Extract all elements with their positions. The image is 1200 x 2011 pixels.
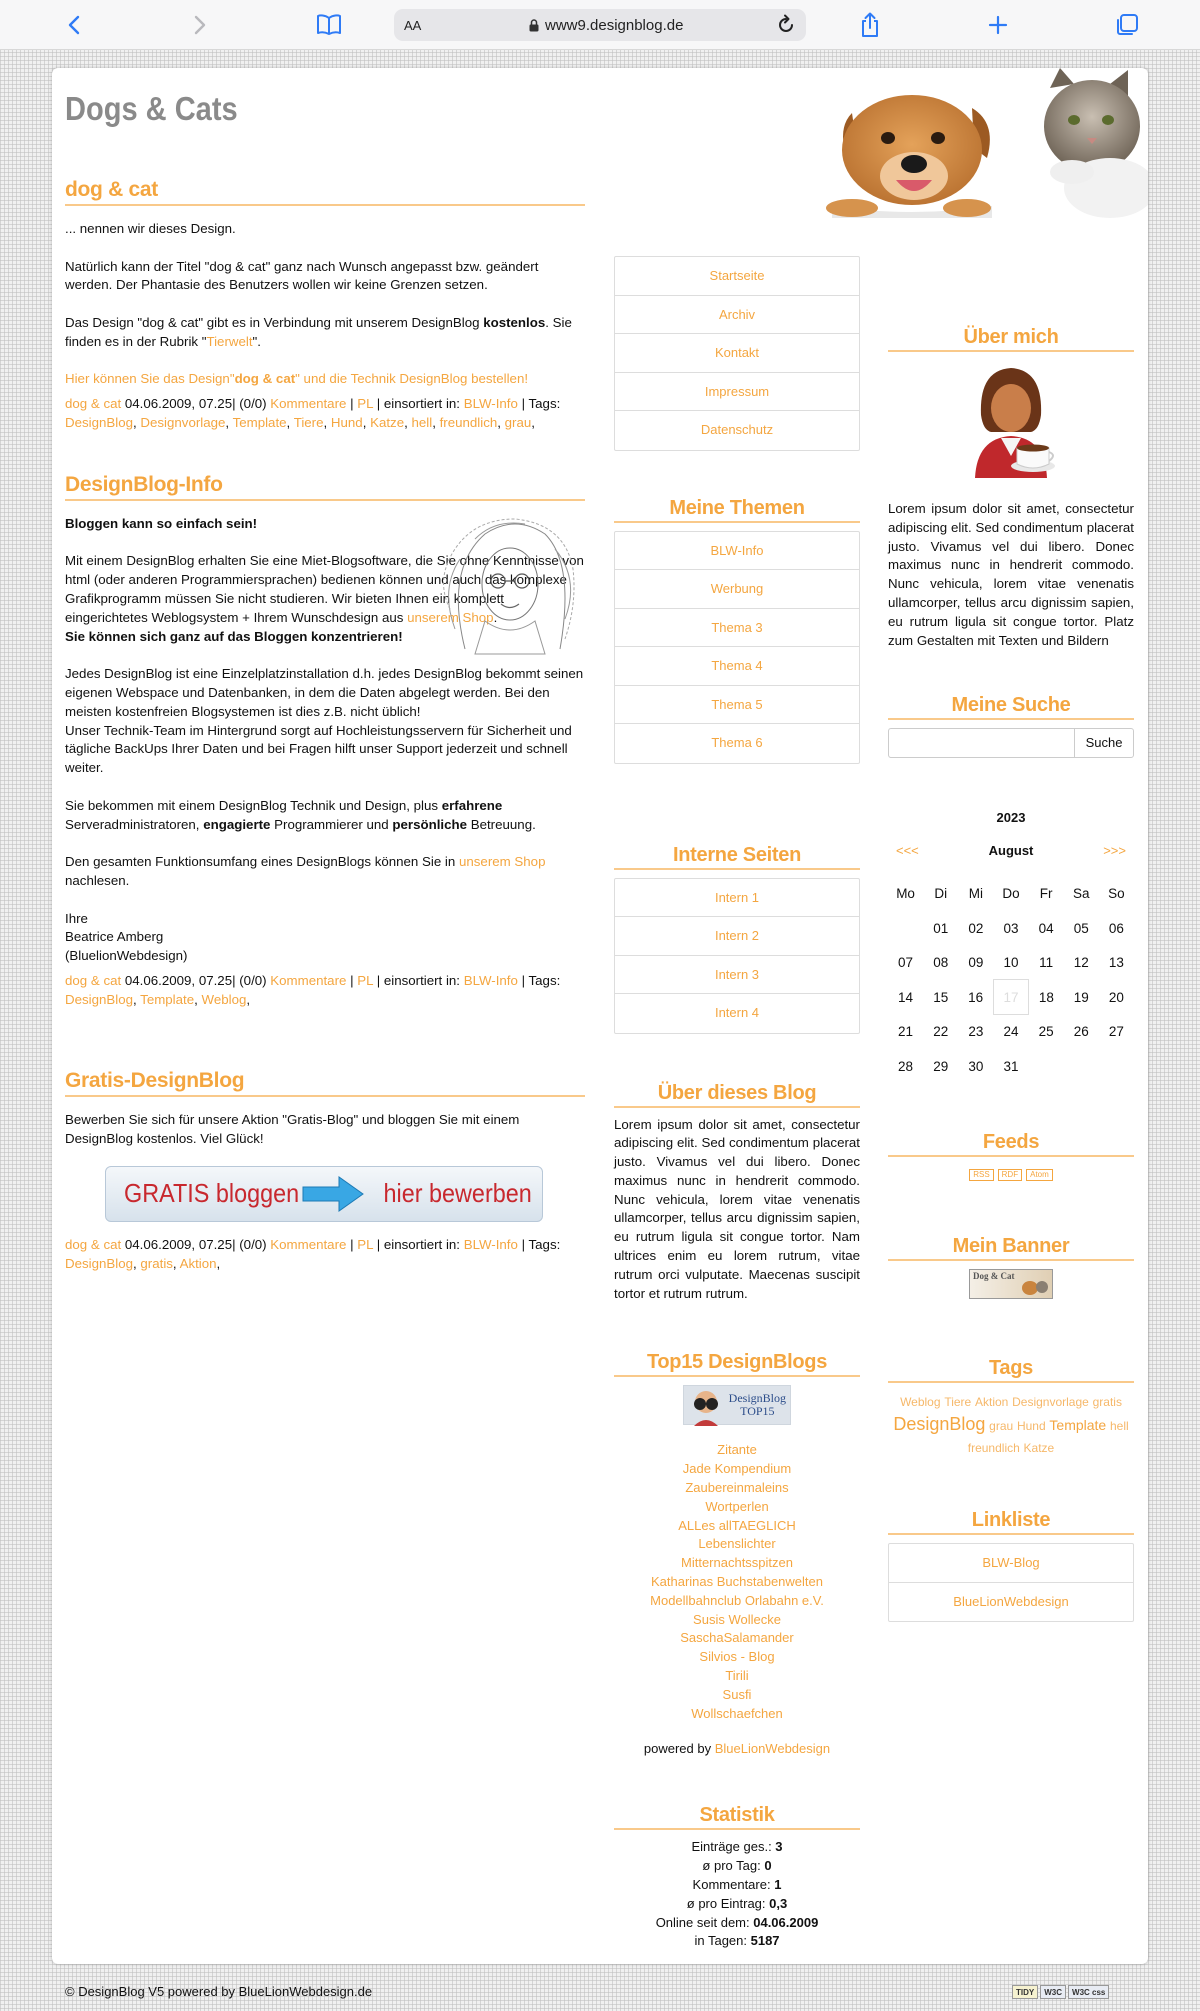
powered-by: powered by BlueLionWebdesign [643, 1741, 831, 1757]
intern-navigation [614, 878, 860, 1034]
validator-badges [1012, 1985, 1109, 1999]
top15-item[interactable]: Mitternachtsspitzen [681, 1555, 793, 1571]
tag-separator: , [216, 1255, 221, 1271]
meta-separator: | [346, 972, 358, 988]
tag-link[interactable]: Tiere [293, 414, 324, 430]
tag-link[interactable]: DesignBlog [65, 414, 134, 430]
link-item-blw-blog[interactable]: BLW-Blog [889, 1544, 1133, 1583]
new-tab-icon[interactable] [985, 11, 1011, 39]
tag-cloud-link[interactable]: Hund [1016, 1419, 1046, 1434]
url-display[interactable] [529, 17, 683, 34]
tag-link[interactable]: Template [232, 414, 287, 430]
calendar-weekday: Do [1002, 886, 1020, 902]
calendar-day[interactable]: 14 [898, 989, 914, 1005]
feed-rss-badge[interactable]: RSS [969, 1169, 993, 1181]
calendar-day[interactable]: 23 [968, 1024, 984, 1040]
widget-title: Top15 DesignBlogs [614, 1351, 860, 1377]
right-sidebar [888, 256, 1134, 1622]
tag-separator: , [194, 991, 202, 1007]
widget-title: Statistik [614, 1804, 860, 1830]
lock-icon [529, 19, 539, 32]
widget-title: Über dieses Blog [614, 1082, 860, 1108]
calendar-day[interactable]: 03 [1003, 920, 1019, 936]
tag-cloud-link[interactable]: freundlich [967, 1441, 1020, 1456]
tag-link[interactable]: gratis [140, 1255, 173, 1271]
top15-item[interactable]: Zitante [717, 1442, 757, 1458]
meta-separator: | einsortiert in: [373, 396, 464, 412]
permalink[interactable]: PL [357, 972, 374, 988]
link-item-bluelionwebdesign[interactable]: BlueLionWebdesign [953, 1593, 1069, 1609]
tag-separator: , [172, 1255, 180, 1271]
validator-badge[interactable]: W3C [1040, 1985, 1066, 1999]
post-date: 04.06.2009, 07.25| (0/0) [121, 972, 271, 988]
nav-item-datenschutz[interactable]: Datenschutz [700, 422, 774, 437]
nav-item-archiv[interactable]: Archiv [615, 296, 859, 335]
tag-separator: , [286, 414, 294, 430]
top15-item[interactable]: SaschaSalamander [680, 1630, 794, 1646]
meta-separator: | einsortiert in: [373, 972, 464, 988]
themen-item-blw-info[interactable]: BLW-Info [615, 532, 859, 571]
calendar-day[interactable]: 21 [898, 1024, 914, 1040]
tag-cloud-link[interactable]: hell [1109, 1419, 1129, 1434]
validator-badge[interactable]: TIDY [1012, 1985, 1038, 1999]
comments-link[interactable]: Kommentare [270, 972, 347, 988]
stat-row [614, 1857, 860, 1876]
about-me-text: Lorem ipsum dolor sit amet, consectetur adipiscing elit. Sed condimentum placerat justo. Vivamus vel dui libero. Donec maximus nunc in hendrerit commodo. Nunc vehicula, lorem vitae venenatis ullamcorper, tellus arcu dignissim sapien, eu rutrum ligula sit congue tortor. Platz zum Gestalten mit Texten und Bildern [888, 501, 1134, 648]
back-icon[interactable] [60, 11, 88, 39]
widget-title: Feeds [888, 1131, 1134, 1157]
top15-item[interactable]: Jade Kompendium [682, 1461, 792, 1477]
tag-separator: , [531, 414, 535, 430]
themen-navigation [614, 531, 860, 764]
top15-logo[interactable]: DesignBlog TOP15 [683, 1385, 791, 1425]
tag-link[interactable]: Aktion [179, 1255, 217, 1271]
top15-item[interactable]: Lebenslichter [698, 1536, 776, 1552]
widget-title: Mein Banner [888, 1235, 1134, 1261]
calendar-day[interactable]: 31 [1003, 1058, 1019, 1074]
post-title[interactable]: dog & cat [65, 178, 585, 206]
calendar-day[interactable]: 15 [933, 989, 949, 1005]
tags-label: | Tags: [517, 1236, 561, 1252]
tag-cloud-link[interactable]: Tiere [944, 1395, 972, 1410]
tag-link[interactable]: Hund [330, 414, 363, 430]
calendar-day[interactable]: 01 [933, 920, 949, 936]
tag-link[interactable]: Katze [370, 414, 405, 430]
post-title[interactable]: Gratis-DesignBlog [65, 1069, 585, 1097]
post-title[interactable]: DesignBlog-Info [65, 473, 585, 501]
top15-item[interactable]: Zaubereinmaleins [685, 1480, 789, 1496]
blog-page [52, 68, 1148, 1964]
meta-separator: | [346, 1236, 358, 1252]
portrait-sketch-image [425, 509, 585, 659]
post-text: Bewerben Sie sich für unsere Aktion "Gratis-Blog" und bloggen Sie mit einem DesignBlog kostenlos. Viel Glück! [65, 1112, 520, 1147]
site-title[interactable]: Dogs & Cats [65, 90, 238, 127]
post-lead: Bloggen kann so einfach sein! [65, 515, 258, 531]
feed-badges [888, 1165, 1134, 1181]
stat-value: 0 [764, 1858, 772, 1874]
calendar-day[interactable]: 25 [1038, 1024, 1054, 1040]
tag-separator: , [497, 414, 505, 430]
calendar-day[interactable]: 16 [968, 989, 984, 1005]
stat-label: Kommentare: [692, 1877, 775, 1893]
blog-post [65, 178, 585, 433]
themen-item-thema-5[interactable]: Thema 5 [615, 686, 859, 725]
stat-value: 0,3 [769, 1895, 788, 1911]
banner-text-right: hier bewerben [383, 1178, 532, 1209]
calendar-day[interactable]: 07 [898, 955, 914, 971]
calendar-weekday: Fr [1039, 886, 1053, 902]
stat-label: in Tagen: [694, 1933, 751, 1949]
url-text: www9.designblog.de [545, 16, 684, 34]
statistics [614, 1838, 860, 1951]
widget-title: Interne Seiten [614, 844, 860, 870]
address-bar[interactable] [394, 9, 806, 41]
stat-row [614, 1932, 860, 1951]
tag-link[interactable]: hell [411, 414, 433, 430]
intern-item-intern-4[interactable]: Intern 4 [714, 1005, 760, 1020]
tag-separator: , [404, 414, 412, 430]
top15-list [614, 1441, 860, 1723]
shop-link[interactable]: unserem Shop [458, 854, 546, 870]
forward-icon[interactable] [186, 11, 214, 39]
calendar-empty [1064, 1049, 1099, 1084]
stat-value: 3 [775, 1839, 783, 1855]
post-meta [65, 395, 585, 433]
tag-cloud-link[interactable]: Katze [1023, 1441, 1055, 1456]
calendar-month-nav [888, 843, 1134, 858]
banner-text-left: GRATIS bloggen [124, 1178, 300, 1209]
calendar-day[interactable]: 28 [898, 1058, 914, 1074]
post-text: Das Design "dog & cat" gibt es in Verbindung mit unserem DesignBlog kostenlos. Sie finden es in der Rubrik "Tierwelt". [65, 314, 572, 349]
calendar-day[interactable]: 30 [968, 1058, 984, 1074]
tag-cloud-link[interactable]: Template [1049, 1417, 1107, 1434]
calendar-day[interactable]: 12 [1073, 955, 1089, 971]
search-input[interactable] [888, 728, 1074, 758]
top15-item[interactable]: Susis Wollecke [693, 1611, 781, 1627]
post-meta [65, 972, 585, 1010]
tag-separator: , [246, 991, 251, 1007]
calendar-grid [888, 876, 1134, 1083]
intern-item-intern-2[interactable]: Intern 2 [615, 917, 859, 956]
intern-item-intern-3[interactable]: Intern 3 [615, 956, 859, 995]
reload-icon[interactable] [776, 14, 796, 39]
bookmarks-icon[interactable] [314, 11, 344, 39]
stat-label: ø pro Eintrag: [686, 1895, 770, 1911]
post-text: Jedes DesignBlog ist eine Einzelplatzinstallation d.h. jedes DesignBlog bekommt seinen eigenen Webspace und Datenbanken, in dem die Daten abgelegt werden. Bei den meisten kostenfreien Blogsystemen ist dies z.B. nicht üblich! Unser Technik-Team im Hintergrund sorgt auf Hochleistungsservern für Sicherheit und tägliche BackUps Ihrer Daten und bei Fragen hilft unser Support jederzeit und schnell weiter. [65, 666, 584, 776]
category-link[interactable]: BLW-Info [463, 972, 518, 988]
order-link[interactable]: Hier können Sie das Design"dog & cat" und die Technik DesignBlog bestellen! [65, 371, 529, 387]
stat-row [614, 1838, 860, 1857]
tag-cloud-link[interactable]: gratis [1092, 1395, 1122, 1410]
nav-item-impressum[interactable]: Impressum [615, 373, 859, 412]
calendar-day[interactable]: 04 [1038, 920, 1054, 936]
dog-cat-mini-icon [1020, 1276, 1050, 1296]
calendar-day[interactable]: 20 [1108, 989, 1124, 1005]
stat-label: Online seit dem: [655, 1914, 754, 1930]
calendar-weekday: So [1108, 886, 1125, 902]
post-meta [65, 1236, 585, 1274]
comments-link[interactable]: Kommentare [270, 1236, 347, 1252]
post-category-link[interactable]: dog & cat [65, 972, 122, 988]
blog-post [65, 1069, 585, 1273]
top15-item[interactable]: Modellbahnclub Orlabahn e.V. [650, 1592, 824, 1608]
calendar-next[interactable]: >>> [1103, 843, 1126, 859]
tag-link[interactable]: Weblog [201, 991, 247, 1007]
tag-cloud-link[interactable]: Aktion [974, 1395, 1009, 1410]
tag-link[interactable]: DesignBlog [65, 991, 134, 1007]
calendar-weekday: Mo [896, 886, 915, 902]
calendar-weekday: Mi [968, 886, 983, 902]
tag-link[interactable]: DesignBlog [65, 1255, 134, 1271]
calendar-day[interactable]: 06 [1108, 920, 1124, 936]
tag-cloud-link[interactable]: DesignBlog [893, 1414, 986, 1435]
post-category-link[interactable]: dog & cat [65, 1236, 122, 1252]
stat-value: 1 [774, 1877, 782, 1893]
widget-title: Linkliste [888, 1509, 1134, 1535]
calendar-empty [1099, 1049, 1134, 1084]
middle-sidebar [614, 256, 860, 1951]
tag-cloud-link[interactable]: Designvorlage [1012, 1395, 1089, 1410]
stat-value: 5187 [750, 1933, 780, 1949]
calendar-day[interactable]: 29 [933, 1058, 949, 1074]
tag-link[interactable]: grau [504, 414, 532, 430]
tag-separator: , [323, 414, 331, 430]
calendar-day[interactable]: 24 [1003, 1024, 1019, 1040]
stat-value: 04.06.2009 [753, 1914, 819, 1930]
binoculars-person-icon [686, 1386, 726, 1426]
validator-badge[interactable]: W3C css [1068, 1985, 1109, 1999]
top15-item[interactable]: Wollschaefchen [691, 1705, 783, 1721]
feed-rdf-badge[interactable]: RDF [998, 1169, 1022, 1181]
widget-title: Meine Suche [888, 694, 1134, 720]
main-navigation [614, 256, 860, 451]
link-list [888, 1543, 1134, 1622]
stat-row [614, 1914, 860, 1933]
tag-separator: , [432, 414, 440, 430]
calendar-day[interactable]: 08 [933, 955, 949, 971]
top15-item[interactable]: Wortperlen [705, 1498, 769, 1514]
stat-label: Einträge ges.: [691, 1839, 776, 1855]
stat-label: ø pro Tag: [702, 1858, 765, 1874]
nav-item-kontakt[interactable]: Kontakt [615, 334, 859, 373]
nav-item-startseite[interactable]: Startseite [615, 257, 859, 296]
calendar-day[interactable]: 02 [968, 920, 984, 936]
widget-title: Meine Themen [614, 497, 860, 523]
top15-item[interactable]: ALLes allTAEGLICH [678, 1517, 796, 1533]
post-text: Mit einem DesignBlog erhalten Sie eine Miet-Blogsoftware, die Sie ohne Kenntnisse von html (oder anderen Programmiersprachen) bedienen können und auch das komplexe Grafikprogramm müssen Sie nicht studieren. Wir bieten Ihnen ein komplett eingerichtetes Weblogsystem + Ihrem Wunschdesign aus unserem Shop. Sie können sich ganz auf das Bloggen konzentrieren! [65, 553, 584, 644]
stat-row [614, 1895, 860, 1914]
my-banner-image[interactable]: Dog & Cat [969, 1269, 1053, 1299]
tag-link[interactable]: Template [140, 991, 195, 1007]
bluelion-link[interactable]: BlueLionWebdesign [714, 1741, 831, 1757]
permalink[interactable]: PL [357, 1236, 374, 1252]
post-date: 04.06.2009, 07.25| (0/0) [121, 396, 271, 412]
post-text: Sie bekommen mit einem DesignBlog Technik und Design, plus erfahrene Serveradministratoren, engagierte Programmierer und persönliche Betreuung. [65, 797, 536, 832]
widget-title: Über mich [888, 326, 1134, 352]
top15-item[interactable]: Katharinas Buchstabenwelten [650, 1574, 823, 1590]
calendar-day[interactable]: 11 [1039, 955, 1054, 971]
main-content [65, 178, 585, 1273]
calendar-day[interactable]: 26 [1073, 1024, 1089, 1040]
browser-toolbar [0, 0, 1200, 50]
calendar-day[interactable]: 19 [1073, 989, 1089, 1005]
calendar-month: August [988, 843, 1034, 859]
tag-link[interactable]: Designvorlage [140, 414, 226, 430]
themen-item-thema-4[interactable]: Thema 4 [615, 647, 859, 686]
themen-item-thema-6[interactable]: Thema 6 [711, 735, 763, 750]
tag-cloud [888, 1391, 1134, 1459]
footer-text: © DesignBlog V5 powered by BlueLionWebdesign.de [65, 1984, 373, 1999]
feed-atom-badge[interactable]: Atom [1026, 1169, 1053, 1181]
arrow-right-icon [301, 1174, 365, 1214]
meta-separator: | einsortiert in: [373, 1236, 464, 1252]
themen-item-thema-3[interactable]: Thema 3 [615, 609, 859, 648]
search-form [888, 728, 1134, 758]
top15-item[interactable]: Tirili [725, 1668, 749, 1684]
tag-separator: , [133, 991, 141, 1007]
tag-separator: , [225, 414, 233, 430]
search-button[interactable]: Suche [1074, 728, 1134, 758]
post-category-link[interactable]: dog & cat [65, 396, 122, 412]
blog-post [65, 473, 585, 1010]
permalink[interactable]: PL [357, 396, 374, 412]
calendar-weekday: Di [934, 886, 948, 902]
category-link-tierwelt[interactable]: Tierwelt [206, 333, 253, 349]
calendar-day[interactable]: 13 [1108, 955, 1124, 971]
stat-row [614, 1876, 860, 1895]
tags-label: | Tags: [517, 972, 561, 988]
calendar-day[interactable]: 18 [1038, 989, 1054, 1005]
calendar-year: 2023 [996, 810, 1026, 826]
calendar-empty [1029, 1049, 1064, 1084]
post-text: Den gesamten Funktionsumfang eines DesignBlogs können Sie in unserem Shop nachlesen. [65, 854, 546, 888]
text-size-button[interactable]: AA [404, 17, 422, 33]
tags-label: | Tags: [517, 396, 561, 412]
calendar-day[interactable]: 27 [1108, 1024, 1124, 1040]
widget-title: Tags [888, 1357, 1134, 1383]
share-icon[interactable] [857, 11, 883, 39]
calendar-day-today[interactable]: 17 [993, 980, 1028, 1015]
tag-cloud-link[interactable]: Weblog [900, 1395, 941, 1410]
post-date: 04.06.2009, 07.25| (0/0) [121, 1236, 271, 1252]
tag-separator: , [133, 1255, 141, 1271]
themen-item-werbung[interactable]: Werbung [615, 570, 859, 609]
gratis-blog-banner[interactable] [105, 1166, 543, 1222]
post-text: Natürlich kann der Titel "dog & cat" ganz nach Wunsch angepasst bzw. geändert werden. Der Phantasie des Benutzers wollen wir keine Grenzen setzen. [65, 258, 539, 293]
calendar-day[interactable]: 22 [933, 1024, 949, 1040]
tag-separator: , [133, 414, 141, 430]
tabs-overview-icon[interactable] [1113, 11, 1141, 39]
tag-link[interactable]: freundlich [439, 414, 498, 430]
calendar-day[interactable]: 10 [1003, 954, 1019, 970]
calendar-prev[interactable]: <<< [896, 843, 919, 859]
dog-cat-header-image [792, 68, 1148, 218]
calendar-day[interactable]: 05 [1073, 920, 1089, 936]
avatar-woman-coffee-icon [961, 360, 1061, 480]
tag-cloud-link[interactable]: grau [989, 1419, 1014, 1434]
category-link[interactable]: BLW-Info [463, 1236, 518, 1252]
meta-separator: | [346, 396, 358, 412]
top15-item[interactable]: Susfi [722, 1686, 752, 1702]
intern-item-intern-1[interactable]: Intern 1 [615, 879, 859, 918]
post-signature: Ihre Beatrice Amberg (BluelionWebdesign) [65, 910, 188, 964]
tag-separator: , [362, 414, 371, 430]
comments-link[interactable]: Kommentare [270, 396, 347, 412]
about-blog-text: Lorem ipsum dolor sit amet, consectetur adipiscing elit. Sed condimentum placerat justo. Vivamus vel dui libero. Donec maximus nunc in hendrerit commodo. Nunc vehicula, lorem vitae venenatis ullamcorper, tellus arcu dignissim sapien, eu rutrum ligula sit congue tortor. Nam ultrices enim eu lorem rutrum, vitae rutrum orci vulputate. Maecenas suscipit tortor et rutrum rutrum. [614, 1116, 860, 1301]
calendar-empty [888, 911, 923, 946]
calendar-weekday: Sa [1073, 886, 1090, 902]
calendar-day[interactable]: 09 [968, 955, 984, 971]
category-link[interactable]: BLW-Info [463, 396, 518, 412]
shop-link[interactable]: unserem Shop [407, 609, 494, 625]
post-text: ... nennen wir dieses Design. [65, 221, 236, 236]
top15-item[interactable]: Silvios - Blog [699, 1649, 775, 1665]
